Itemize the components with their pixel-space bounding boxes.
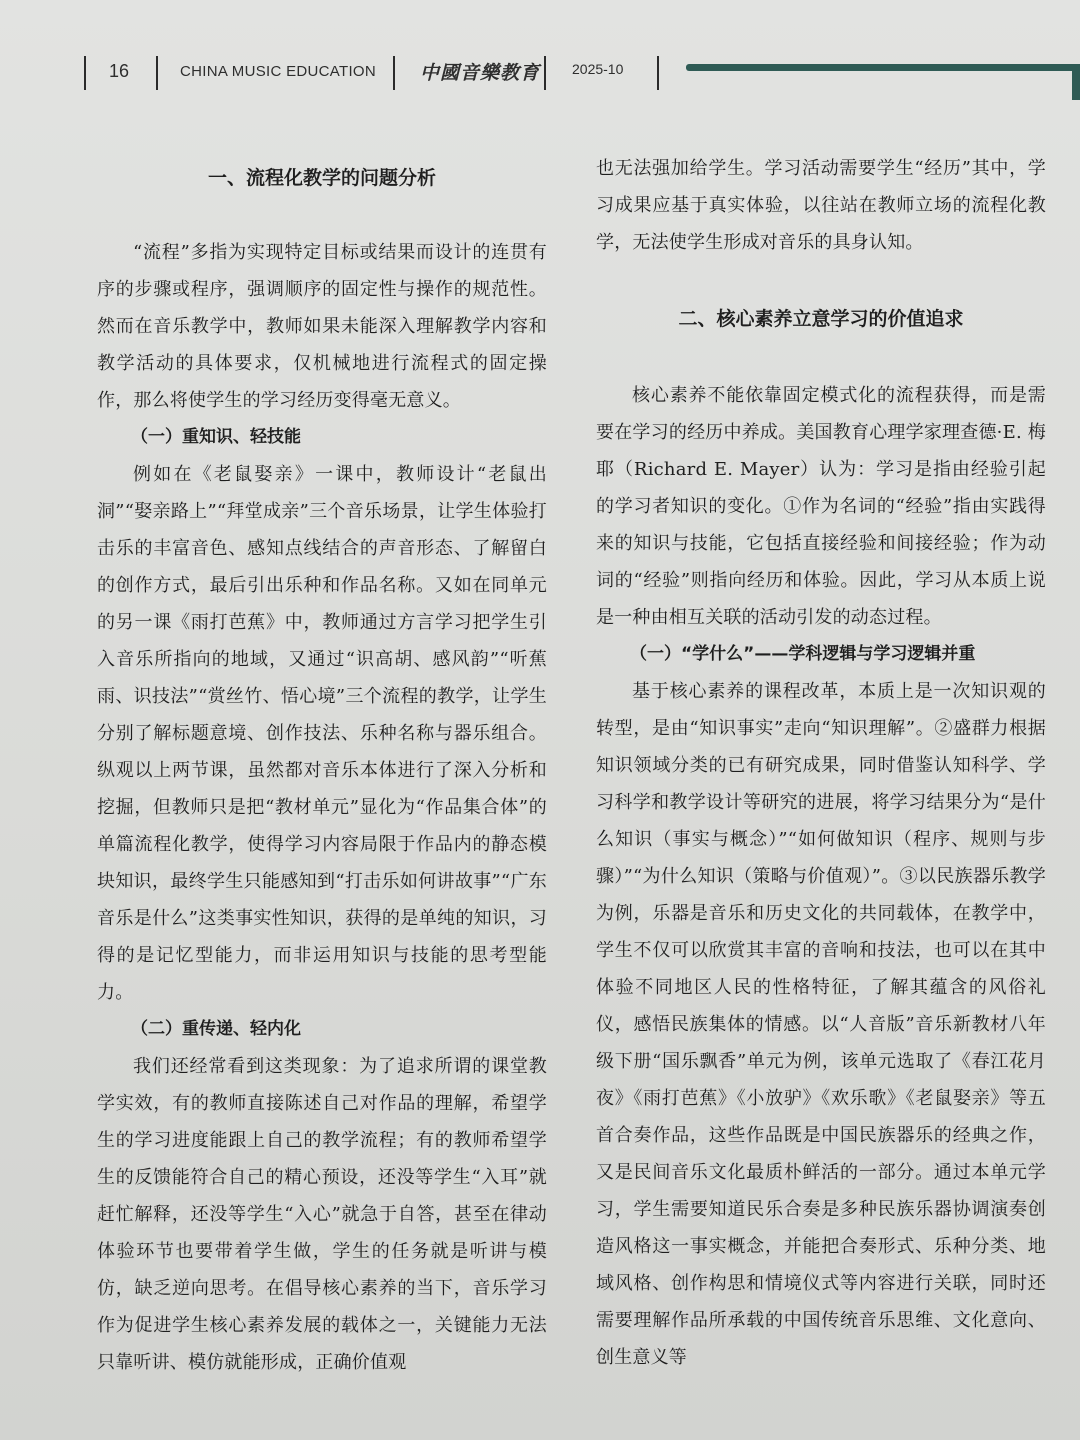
section-title: 二、核心素养立意学习的价值追求 — [678, 308, 964, 330]
journal-name-en: CHINA MUSIC EDUCATION — [180, 63, 377, 80]
paragraph: 例如在《老鼠娶亲》一课中，教师设计“老鼠出洞”“娶亲路上”“拜堂成亲”三个音乐场景，让学生体验打击乐的丰富音色、感知点线结合的声音形态、了解留白的创作方式，最后引出乐种和作品名称。又如在同单元的另一课《雨打芭蕉》中，教师通过方言学习把学生引入音乐所指向的地域，又通过“识高胡、感风韵”“听蕉雨、识技法”“赏丝竹、悟心境”三个流程的教学，让学生分别了解标题意境、创作技法、乐种名称与器乐组合。纵观以上两节课，虽然都对音乐本体进行了深入分析和挖掘，但教师只是把“教材单元”显化为“作品集合体”的单篇流程化教学，使得学习内容局限于作品内的静态模块知识，最终学生只能感知到“打击乐如何讲故事”“广东音乐是什么”这类事实性知识，获得的是单纯的知识，习得的是记忆型能力，而非运用知识与技能的思考型能力。 — [97, 464, 547, 1003]
paragraph: 核心素养不能依靠固定模式化的流程获得，而是需要在学习的经历中养成。美国教育心理学家理查德·E. 梅耶（Richard E. Mayer）认为：学习是指由经验引起的学习者知识的变化。①作为名词的“经验”指由实践得来的知识与技能，它包括直接经验和间接经验；作为动词的“经验”则指向经历和体验。因此，学习从本质上说是一种由相互关联的活动引发的动态过程。 — [596, 385, 1046, 628]
issue-date: 2025-10 — [572, 61, 624, 77]
paragraph: “流程”多指为实现特定目标或结果而设计的连贯有序的步骤或程序，强调顺序的固定性与操作的规范性。然而在音乐教学中，教师如果未能深入理解教学内容和教学活动的具体要求，仅机械地进行流程式的固定操作，那么将使学生的学习经历变得毫无意义。 — [97, 242, 547, 411]
header-separator — [544, 56, 546, 90]
page-header — [0, 48, 1080, 96]
subsection-title: （一）“学什么”——学科逻辑与学习逻辑并重 — [630, 644, 976, 664]
page-number: 16 — [109, 61, 130, 81]
subsection-title: （二）重传递、轻内化 — [131, 1019, 301, 1039]
spacer — [97, 206, 547, 234]
spacer — [596, 261, 1046, 291]
paragraph-continued: 也无法强加给学生。学习活动需要学生“经历”其中，学习成果应基于真实体验，以往站在教师立场的流程化教学，无法使学生形成对音乐的具身认知。 — [596, 158, 1046, 253]
paragraph: 我们还经常看到这类现象：为了追求所谓的课堂教学实效，有的教师直接陈述自己对作品的理解，希望学生的学习进度能跟上自己的教学流程；有的教师希望学生的反馈能符合自己的精心预设，还没等学生“入耳”就赶忙解释，还没等学生“入心”就急于自答，甚至在律动体验环节也要带着学生做，学生的任务就是听讲与模仿，缺乏逆向思考。在倡导核心素养的当下，音乐学习作为促进学生核心素养发展的载体之一，关键能力无法只靠听讲、模仿就能形成，正确价值观 — [97, 1056, 547, 1373]
header-separator — [156, 56, 158, 90]
left-column — [97, 150, 547, 1381]
header-separator — [657, 56, 659, 90]
spacer — [596, 347, 1046, 377]
subsection-title: （一）重知识、轻技能 — [131, 427, 301, 447]
header-separator — [393, 56, 395, 90]
header-accent-edge — [1072, 70, 1080, 100]
header-separator — [84, 56, 86, 90]
header-accent-bar — [686, 64, 1080, 71]
journal-logo-cn: 中國音樂教育 — [420, 62, 541, 84]
right-column — [596, 150, 1046, 1376]
paragraph: 基于核心素养的课程改革，本质上是一次知识观的转型，是由“知识事实”走向“知识理解”。②盛群力根据知识领域分类的已有研究成果，同时借鉴认知科学、学习科学和教学设计等研究的进展，将学习结果分为“是什么知识（事实与概念）”“如何做知识（程序、规则与步骤）”“为什么知识（策略与价值观）”。③以民族器乐教学为例，乐器是音乐和历史文化的共同载体，在教学中，学生不仅可以欣赏其丰富的音响和技法，也可以在其中体验不同地区人民的性格特征，了解其蕴含的风俗礼仪，感悟民族集体的情感。以“人音版”音乐新教材八年级下册“国乐飘香”单元为例，该单元选取了《春江花月夜》《雨打芭蕉》《小放驴》《欢乐歌》《老鼠娶亲》等五首合奏作品，这些作品既是中国民族器乐的经典之作，又是民间音乐文化最质朴鲜活的一部分。通过本单元学习，学生需要知道民乐合奏是多种民族乐器协调演奏创造风格这一事实概念，并能把合奏形式、乐种分类、地域风格、创作构思和情境仪式等内容进行关联，同时还需要理解作品所承载的中国传统音乐思维、文化意向、创生意义等 — [596, 681, 1046, 1368]
section-title: 一、流程化教学的问题分析 — [207, 167, 436, 189]
